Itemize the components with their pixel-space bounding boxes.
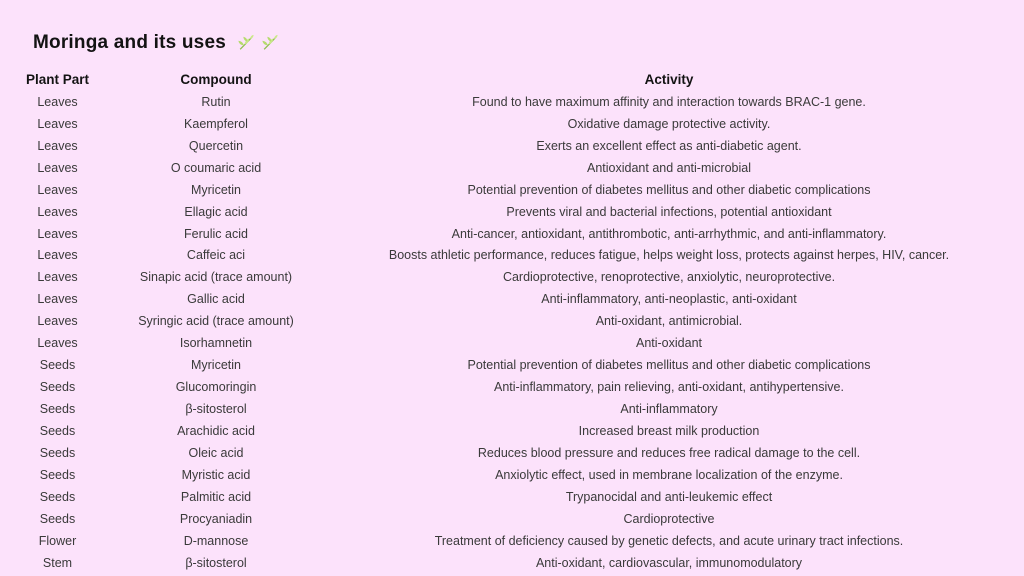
cell-compound: Myristic acid	[181, 467, 251, 482]
cell-compound: Quercetin	[188, 138, 244, 153]
cell-activity: Anti-inflammatory	[620, 402, 718, 417]
table-body	[10, 91, 1011, 574]
cell-compound: D-mannose	[183, 533, 249, 548]
cell-plant-part: Seeds	[39, 489, 76, 504]
cell-compound: Ellagic acid	[184, 204, 248, 219]
cell-activity: Anti-oxidant	[635, 336, 702, 351]
table-header-row	[10, 69, 1011, 91]
cell-activity: Anxiolytic effect, used in membrane localization of the enzyme.	[495, 467, 843, 482]
cell-plant-part: Seeds	[39, 511, 76, 526]
cell-activity: Treatment of deficiency caused by genetic defects, and acute urinary tract infections.	[434, 533, 904, 548]
cell-activity: Anti-cancer, antioxidant, antithrombotic, anti-arrhythmic, and anti-inflammatory.	[451, 226, 887, 241]
cell-plant-part: Seeds	[39, 380, 76, 395]
table-row	[10, 91, 1011, 113]
cell-activity: Increased breast milk production	[578, 423, 760, 438]
cell-activity: Found to have maximum affinity and interaction towards BRAC-1 gene.	[472, 94, 866, 109]
cell-compound: Procyaniadin	[179, 511, 253, 526]
table-row	[10, 135, 1011, 157]
table-row	[10, 354, 1011, 376]
table-row	[10, 420, 1011, 442]
table-row	[10, 310, 1011, 332]
cell-compound: Myricetin	[190, 358, 241, 373]
cell-activity: Reduces blood pressure and reduces free radical damage to the cell.	[477, 445, 861, 460]
table-row	[10, 288, 1011, 310]
cell-plant-part: Seeds	[39, 358, 76, 373]
cell-compound: β-sitosterol	[185, 555, 247, 570]
cell-activity: Boosts athletic performance, reduces fatigue, helps weight loss, protects against herpes, HIV, cancer.	[388, 248, 950, 263]
cell-plant-part: Leaves	[37, 270, 78, 285]
cell-plant-part: Flower	[38, 533, 77, 548]
cell-activity: Cardioprotective	[623, 511, 715, 526]
table-row	[10, 201, 1011, 223]
cell-activity: Anti-oxidant, cardiovascular, immunomodulatory	[535, 555, 803, 570]
table-row	[10, 464, 1011, 486]
cell-compound: Caffeic aci	[186, 248, 246, 263]
cell-compound: Palmitic acid	[180, 489, 252, 504]
cell-activity: Exerts an excellent effect as anti-diabetic agent.	[536, 138, 802, 153]
table-row	[10, 179, 1011, 201]
table-row	[10, 442, 1011, 464]
table-row	[10, 266, 1011, 288]
cell-plant-part: Seeds	[39, 402, 76, 417]
herb-icon	[237, 34, 255, 52]
table-row	[10, 113, 1011, 135]
cell-compound: Kaempferol	[184, 116, 248, 131]
cell-plant-part: Leaves	[37, 182, 78, 197]
table-row	[10, 245, 1011, 267]
cell-compound: β-sitosterol	[185, 402, 247, 417]
cell-plant-part: Seeds	[39, 445, 76, 460]
cell-plant-part: Leaves	[37, 116, 78, 131]
cell-compound: Sinapic acid (trace amount)	[139, 270, 293, 285]
table-row	[10, 157, 1011, 179]
cell-activity: Anti-inflammatory, anti-neoplastic, anti-oxidant	[541, 292, 797, 307]
cell-compound: O coumaric acid	[170, 160, 262, 175]
cell-compound: Myricetin	[190, 182, 241, 197]
cell-compound: Glucomoringin	[175, 380, 257, 395]
cell-activity: Anti-inflammatory, pain relieving, anti-oxidant, antihypertensive.	[494, 380, 844, 395]
cell-activity: Potential prevention of diabetes mellitus and other diabetic complications	[467, 182, 871, 197]
cell-compound: Isorhamnetin	[179, 336, 253, 351]
page-title	[33, 31, 279, 55]
cell-plant-part: Leaves	[37, 160, 78, 175]
herb-icons	[237, 34, 279, 52]
moringa-table	[10, 69, 1011, 574]
cell-activity: Potential prevention of diabetes mellitus and other diabetic complications	[467, 358, 871, 373]
cell-compound: Syringic acid (trace amount)	[138, 314, 294, 329]
table-row	[10, 552, 1011, 574]
cell-activity: Anti-oxidant, antimicrobial.	[595, 314, 743, 329]
cell-activity: Oxidative damage protective activity.	[567, 116, 771, 131]
page-title-text: Moringa and its uses	[33, 32, 226, 53]
cell-plant-part: Leaves	[37, 292, 78, 307]
cell-plant-part: Seeds	[39, 423, 76, 438]
cell-compound: Oleic acid	[188, 445, 244, 460]
cell-plant-part: Leaves	[37, 226, 78, 241]
cell-compound: Rutin	[201, 94, 231, 109]
cell-compound: Gallic acid	[187, 292, 245, 307]
table-row	[10, 398, 1011, 420]
cell-compound: Ferulic acid	[184, 226, 248, 241]
cell-activity: Cardioprotective, renoprotective, anxiolytic, neuroprotective.	[502, 270, 836, 285]
cell-activity: Trypanocidal and anti-leukemic effect	[565, 489, 773, 504]
header-plant-part: Plant Part	[25, 72, 90, 88]
table-row	[10, 376, 1011, 398]
cell-plant-part: Leaves	[37, 314, 78, 329]
table-row	[10, 332, 1011, 354]
cell-plant-part: Stem	[42, 555, 73, 570]
herb-icon	[261, 34, 279, 52]
cell-compound: Arachidic acid	[177, 423, 255, 438]
table-row	[10, 223, 1011, 245]
cell-activity: Prevents viral and bacterial infections, potential antioxidant	[506, 204, 832, 219]
table-row	[10, 530, 1011, 552]
cell-plant-part: Seeds	[39, 467, 76, 482]
cell-activity: Antioxidant and anti-microbial	[587, 160, 751, 175]
header-compound: Compound	[180, 72, 252, 88]
table-row	[10, 486, 1011, 508]
header-activity: Activity	[644, 72, 694, 88]
cell-plant-part: Leaves	[37, 204, 78, 219]
cell-plant-part: Leaves	[37, 138, 78, 153]
cell-plant-part: Leaves	[37, 248, 78, 263]
cell-plant-part: Leaves	[37, 94, 78, 109]
cell-plant-part: Leaves	[37, 336, 78, 351]
table-row	[10, 508, 1011, 530]
